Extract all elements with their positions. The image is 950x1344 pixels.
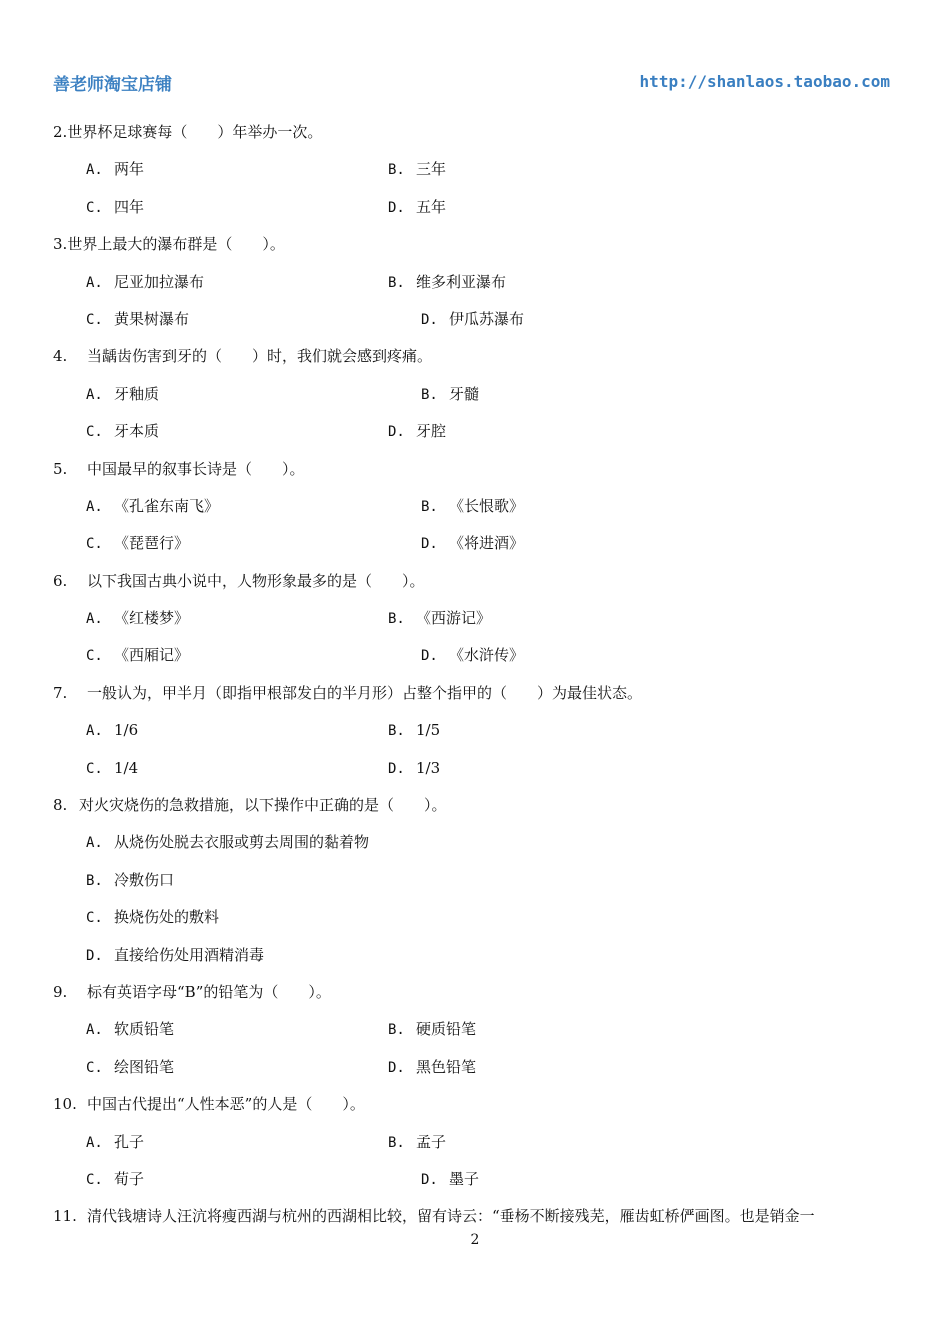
option-a: A. 两年 [86, 160, 145, 179]
shop-url[interactable]: http://shanlaos.taobao.com [639, 72, 890, 91]
option-row [53, 272, 913, 309]
question-5 [53, 459, 913, 496]
question-4 [53, 346, 913, 383]
shop-name: 善老师淘宝店铺 [53, 75, 172, 95]
option-c: C. 黄果树瀑布 [86, 309, 190, 328]
question-number: 3. [53, 235, 68, 254]
question-number: 4. [53, 347, 68, 366]
option-b: B. 孟子 [388, 1132, 447, 1151]
question-text: 世界杯足球赛每（ ）年举办一次。 [67, 123, 323, 141]
option-row [53, 533, 913, 570]
option-b: B. 三年 [388, 160, 447, 179]
option-a: A. 牙釉质 [86, 384, 160, 403]
option-d: D. 《将进酒》 [421, 534, 525, 553]
option-row [53, 1169, 913, 1206]
question-text: 中国古代提出“人性本恶”的人是（ ）。 [87, 1095, 365, 1114]
question-text: 一般认为，甲半月（即指甲根部发白的半月形）占整个指甲的（ ）为最佳状态。 [87, 683, 643, 702]
question-number: 11. [53, 1207, 77, 1226]
question-list [53, 122, 913, 1244]
question-number: 9. [53, 982, 68, 1001]
option-row [53, 1057, 913, 1094]
question-number: 6. [53, 571, 68, 590]
page-number: 2 [470, 1232, 480, 1248]
option-row [53, 645, 913, 682]
option-b: B. 《西游记》 [388, 609, 492, 628]
option-c: C. 《琵琶行》 [86, 534, 190, 553]
question-7 [53, 683, 913, 720]
option-c: C. 1/4 [86, 758, 139, 777]
question-number: 8. [53, 796, 68, 815]
question-text: 世界上最大的瀑布群是（ ）。 [67, 235, 285, 254]
question-text: 对火灾烧伤的急救措施，以下操作中正确的是（ ）。 [79, 796, 447, 815]
question-2 [53, 122, 913, 159]
option-a: A. 尼亚加拉瀑布 [86, 272, 205, 291]
question-number: 10. [53, 1095, 77, 1114]
option-row [53, 159, 913, 196]
option-row [53, 1019, 913, 1056]
option-a: A. 《红楼梦》 [86, 609, 190, 628]
question-text: 当龋齿伤害到牙的（ ）时，我们就会感到疼痛。 [87, 347, 433, 366]
option-d: D. 伊瓜苏瀑布 [421, 309, 525, 328]
option-b: B. 冷敷伤口 [86, 870, 175, 889]
option-d: D. 《水浒传》 [421, 646, 525, 665]
question-10 [53, 1094, 913, 1131]
option-d: D. 黑色铅笔 [388, 1057, 477, 1076]
option-a: A. 软质铅笔 [86, 1020, 175, 1039]
question-6 [53, 571, 913, 608]
option-c: C. 牙本质 [86, 422, 160, 441]
question-3 [53, 234, 913, 271]
option-a: A. 孔子 [86, 1132, 145, 1151]
option-d: D. 直接给伤处用酒精消毒 [86, 945, 265, 964]
option-d: D. 牙腔 [388, 422, 447, 441]
option-c: C. 荀子 [86, 1169, 145, 1188]
option-c: C. 四年 [86, 197, 145, 216]
option-d: D. 1/3 [388, 758, 441, 777]
option-c: C. 《西厢记》 [86, 646, 190, 665]
option-row [53, 197, 913, 234]
question-9 [53, 982, 913, 1019]
option-row [53, 496, 913, 533]
option-c: C. 换烧伤处的敷料 [86, 908, 220, 927]
option-row [53, 720, 913, 757]
option-b: B. 硬质铅笔 [388, 1020, 477, 1039]
option-b: B. 维多利亚瀑布 [388, 272, 507, 291]
question-text: 中国最早的叙事长诗是（ ）。 [87, 459, 305, 478]
option-row [53, 421, 913, 458]
question-number: 7. [53, 683, 68, 702]
option-a: A. 1/6 [86, 721, 139, 740]
option-c: C. 绘图铅笔 [86, 1057, 175, 1076]
question-text: 清代钱塘诗人汪沆将瘦西湖与杭州的西湖相比较，留有诗云：“垂杨不断接残芜，雁齿虹桥俨画图。也是销金一 [87, 1207, 815, 1226]
question-text: 以下我国古典小说中，人物形象最多的是（ ）。 [87, 571, 425, 590]
option-b: B. 《长恨歌》 [421, 496, 525, 515]
option-d: D. 墨子 [421, 1169, 480, 1188]
question-text: 标有英语字母“B”的铅笔为（ ）。 [87, 982, 331, 1001]
option-a: A. 从烧伤处脱去衣服或剪去周围的黏着物 [86, 833, 370, 852]
question-8 [53, 795, 913, 832]
option-d: D. 五年 [388, 197, 447, 216]
option-row [53, 309, 913, 346]
option-b: B. 1/5 [388, 721, 441, 740]
option-row [53, 758, 913, 795]
option-row [53, 608, 913, 645]
option-row [53, 1132, 913, 1169]
question-number: 2. [53, 123, 68, 141]
option-a: A. 《孔雀东南飞》 [86, 496, 220, 515]
question-number: 5. [53, 459, 68, 478]
option-b: B. 牙髓 [421, 384, 480, 403]
option-row [53, 384, 913, 421]
